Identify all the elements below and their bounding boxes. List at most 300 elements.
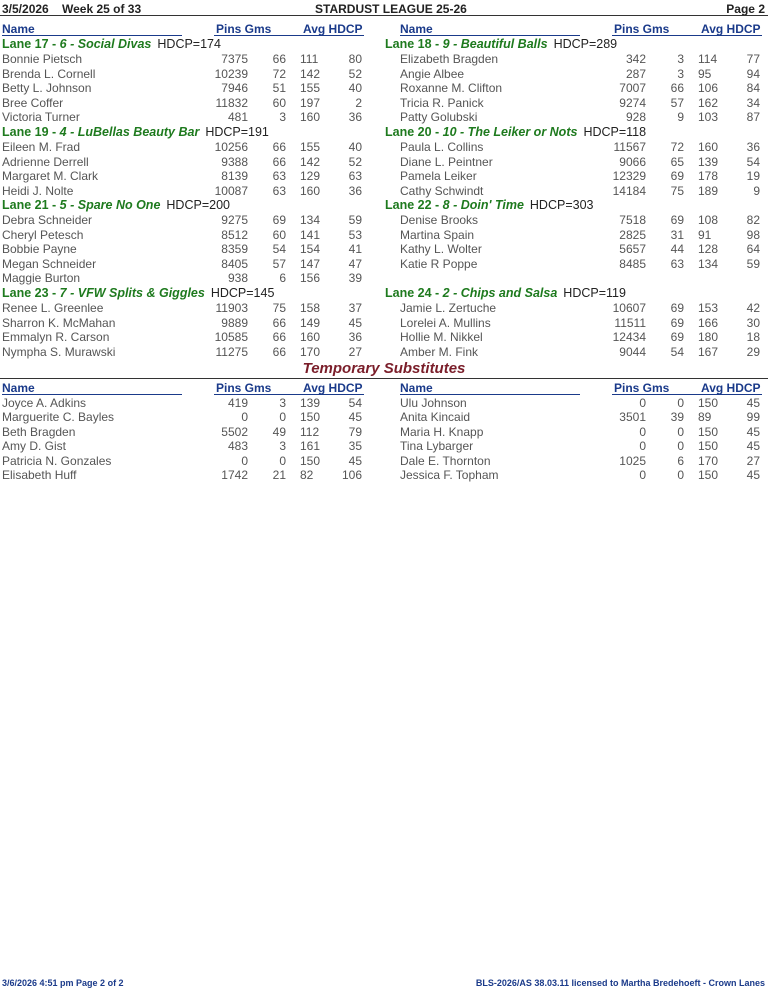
bowler-average: 129 — [300, 169, 321, 184]
header-underline — [400, 394, 580, 395]
bowler-pins: 8405 — [221, 256, 248, 271]
bowler-name: Marguerite C. Bayles — [2, 410, 115, 425]
bowler-average: 103 — [698, 110, 719, 125]
bowler-games: 72 — [272, 66, 286, 81]
team-header — [2, 286, 274, 300]
bowler-games: 66 — [272, 154, 286, 169]
bowler-pins: 10585 — [214, 330, 248, 345]
bowler-row — [0, 155, 768, 169]
bowler-handicap: 36 — [348, 330, 362, 345]
bowler-pins: 11511 — [614, 315, 646, 330]
bowler-pins: 8139 — [221, 169, 248, 184]
bowler-average: 134 — [300, 213, 321, 227]
bowler-row — [0, 345, 768, 359]
bowler-row — [0, 67, 768, 81]
bowler-name: Debra Schneider — [2, 213, 93, 227]
column-avg-hdcp-label: Avg HDCP — [701, 22, 761, 36]
bowler-games: 75 — [272, 301, 286, 315]
bowler-pins: 11903 — [215, 301, 248, 315]
column-avg-hdcp-label: Avg HDCP — [701, 381, 761, 395]
bowler-average: 160 — [698, 140, 719, 154]
bowler-pins: 11567 — [613, 140, 646, 154]
bowler-handicap: 9 — [753, 183, 760, 198]
bowler-name: Patricia N. Gonzales — [2, 453, 112, 468]
bowler-average: 139 — [698, 154, 719, 169]
team-header — [2, 198, 230, 212]
team-header — [2, 37, 221, 51]
bowler-row — [0, 228, 768, 242]
bowler-name: Tina Lybarger — [400, 439, 474, 454]
column-pins-gms-label: Pins Gms — [216, 381, 272, 395]
column-pins-gms-label: Pins Gms — [614, 381, 670, 395]
bowler-pins: 10239 — [214, 66, 248, 81]
bowler-handicap: 45 — [348, 410, 362, 425]
bowler-average: 160 — [300, 183, 321, 198]
bowler-name: Adrienne Derrell — [2, 154, 89, 169]
bowler-average: 150 — [300, 453, 321, 468]
bowler-handicap: 45 — [746, 424, 760, 439]
bowler-name: Maria H. Knapp — [400, 424, 484, 439]
bowler-pins: 0 — [639, 424, 646, 439]
bowler-name: Cheryl Petesch — [2, 227, 84, 242]
page-number: Page 2 — [726, 2, 765, 16]
bowler-games: 69 — [670, 315, 684, 330]
bowler-average: 91 — [698, 227, 712, 242]
bowler-games: 57 — [670, 95, 684, 110]
bowler-pins: 0 — [241, 410, 248, 425]
bowler-name: Renee L. Greenlee — [2, 301, 104, 315]
team-name: 8 - Doin' Time — [442, 198, 524, 212]
lane-number: Lane 20 - — [385, 125, 440, 139]
bowler-handicap: 80 — [348, 52, 362, 66]
bowler-name: Cathy Schwindt — [400, 183, 484, 198]
header-underline — [698, 394, 762, 395]
bowler-handicap: 79 — [348, 424, 362, 439]
bowler-games: 6 — [677, 453, 684, 468]
bowler-row — [0, 316, 768, 330]
bowler-row — [0, 242, 768, 256]
bowler-name: Jamie L. Zertuche — [400, 301, 497, 315]
team-header — [385, 125, 646, 139]
column-header — [0, 381, 768, 395]
bowler-handicap: 94 — [746, 66, 760, 81]
team-header — [385, 37, 617, 51]
bowler-name: Victoria Turner — [2, 110, 80, 125]
team-header — [385, 198, 593, 212]
bowler-games: 66 — [272, 315, 286, 330]
bowler-games: 63 — [272, 169, 286, 184]
team-name: 9 - Beautiful Balls — [442, 37, 548, 51]
bowler-pins: 9275 — [221, 213, 248, 227]
bowler-pins: 7375 — [221, 52, 248, 66]
bowler-pins: 0 — [241, 453, 248, 468]
bowler-games: 54 — [670, 344, 684, 359]
bowler-name: Nympha S. Murawski — [2, 344, 116, 359]
bowler-average: 161 — [300, 439, 321, 454]
bowler-pins: 0 — [639, 439, 646, 454]
bowler-games: 69 — [670, 330, 684, 345]
bowler-average: 108 — [698, 213, 719, 227]
bowler-handicap: 54 — [746, 154, 760, 169]
bowler-name: Elisabeth Huff — [2, 468, 77, 482]
bowler-handicap: 30 — [746, 315, 760, 330]
bowler-name: Bobbie Payne — [2, 242, 77, 257]
bowler-row — [0, 52, 768, 66]
bowler-average: 95 — [698, 66, 712, 81]
bowler-average: 142 — [300, 154, 321, 169]
bowler-handicap: 52 — [348, 154, 362, 169]
bowler-pins: 9044 — [619, 344, 646, 359]
bowler-name: Diane L. Peintner — [400, 154, 493, 169]
bowler-name: Martina Spain — [400, 227, 475, 242]
bowler-handicap: 82 — [746, 213, 760, 227]
bowler-games: 66 — [272, 330, 286, 345]
column-name-label: Name — [2, 22, 35, 36]
bowler-games: 3 — [279, 396, 286, 410]
bowler-pins: 342 — [625, 52, 646, 66]
column-avg-hdcp-label: Avg HDCP — [303, 22, 363, 36]
bowler-handicap: 34 — [746, 95, 760, 110]
team-name: 5 - Spare No One — [59, 198, 161, 212]
team-name: 7 - VFW Splits & Giggles — [59, 286, 205, 300]
team-handicap: HDCP=191 — [205, 125, 269, 139]
bowler-row — [0, 213, 768, 227]
bowler-games: 66 — [670, 81, 684, 96]
column-pins-gms-label: Pins Gms — [614, 22, 670, 36]
bowler-name: Kathy L. Wolter — [400, 242, 482, 257]
report-date: 3/5/2026 — [2, 2, 49, 16]
bowler-name: Heidi J. Nolte — [2, 183, 74, 198]
bowler-games: 69 — [272, 213, 286, 227]
bowler-average: 153 — [698, 301, 719, 315]
bowler-name: Pamela Leiker — [400, 169, 477, 184]
column-pins-gms-label: Pins Gms — [216, 22, 272, 36]
bowler-games: 6 — [279, 271, 286, 286]
bowler-average: 166 — [698, 315, 719, 330]
bowler-handicap: 36 — [348, 110, 362, 125]
bowler-pins: 9889 — [221, 315, 248, 330]
bowler-name: Hollie M. Nikkel — [400, 330, 483, 345]
bowler-name: Betty L. Johnson — [2, 81, 92, 96]
bowler-pins: 483 — [227, 439, 248, 454]
team-name: 4 - LuBellas Beauty Bar — [59, 125, 200, 139]
bowler-games: 69 — [670, 301, 684, 315]
bowler-handicap: 59 — [746, 256, 760, 271]
bowler-handicap: 37 — [348, 301, 362, 315]
bowler-average: 89 — [698, 410, 712, 425]
bowler-games: 75 — [670, 183, 684, 198]
bowler-name: Anita Kincaid — [400, 410, 471, 425]
team-name: 6 - Social Divas — [59, 37, 152, 51]
bowler-row — [0, 81, 768, 95]
bowler-pins: 10607 — [612, 301, 646, 315]
bowler-games: 44 — [670, 242, 684, 257]
header-divider — [0, 15, 768, 16]
team-handicap: HDCP=118 — [583, 125, 647, 139]
team-name: 10 - The Leiker or Nots — [442, 125, 578, 139]
bowler-average: 160 — [300, 330, 321, 345]
bowler-name: Roxanne M. Clifton — [400, 81, 503, 96]
bowler-row — [0, 468, 768, 482]
bowler-name: Denise Brooks — [400, 213, 479, 227]
bowler-average: 141 — [300, 227, 321, 242]
bowler-row — [0, 425, 768, 439]
bowler-handicap: 47 — [348, 256, 362, 271]
bowler-handicap: 45 — [348, 453, 362, 468]
bowler-games: 66 — [272, 140, 286, 154]
bowler-handicap: 40 — [348, 140, 362, 154]
bowler-handicap: 45 — [746, 468, 760, 482]
bowler-handicap: 98 — [746, 227, 760, 242]
bowler-pins: 1742 — [221, 468, 248, 482]
bowler-handicap: 77 — [746, 52, 760, 66]
bowler-handicap: 36 — [746, 140, 760, 154]
bowler-average: 162 — [698, 95, 719, 110]
bowler-name: Eileen M. Frad — [2, 140, 81, 154]
bowler-row — [0, 140, 768, 154]
bowler-average: 170 — [698, 453, 719, 468]
bowler-name: Ulu Johnson — [400, 396, 467, 410]
substitutes-title: Temporary Substitutes — [302, 360, 466, 377]
bowler-handicap: 2 — [355, 95, 362, 110]
bowler-average: 167 — [698, 344, 719, 359]
bowler-row — [0, 396, 768, 410]
bowler-average: 128 — [698, 242, 719, 257]
bowler-name: Dale E. Thornton — [400, 453, 491, 468]
bowler-average: 156 — [300, 271, 321, 286]
bowler-average: 134 — [698, 256, 719, 271]
bowler-average: 150 — [698, 468, 719, 482]
bowler-name: Bonnie Pietsch — [2, 52, 83, 66]
bowler-average: 178 — [698, 169, 719, 184]
bowler-name: Patty Golubski — [400, 110, 478, 125]
bowler-pins: 7007 — [619, 81, 646, 96]
bowler-row — [0, 271, 768, 285]
header-underline — [400, 35, 580, 36]
team-handicap: HDCP=145 — [210, 286, 275, 300]
bowler-pins: 7518 — [619, 213, 646, 227]
lane-number: Lane 24 - — [385, 286, 440, 300]
bowler-average: 170 — [300, 344, 321, 359]
bowler-games: 0 — [279, 410, 286, 425]
bowler-row — [0, 184, 768, 198]
bowler-pins: 8485 — [619, 256, 646, 271]
bowler-pins: 938 — [227, 271, 248, 286]
column-name-label: Name — [400, 22, 433, 36]
bowler-games: 72 — [670, 140, 684, 154]
bowler-handicap: 27 — [746, 453, 760, 468]
bowler-name: Bree Coffer — [2, 95, 64, 110]
bowler-handicap: 45 — [746, 396, 760, 410]
bowler-name: Margaret M. Clark — [2, 169, 99, 184]
bowler-games: 3 — [279, 439, 286, 454]
bowler-games: 0 — [279, 453, 286, 468]
bowler-pins: 10087 — [214, 183, 248, 198]
bowler-average: 150 — [300, 410, 321, 425]
column-name-label: Name — [2, 381, 35, 395]
bowler-pins: 12434 — [612, 330, 646, 345]
bowler-handicap: 39 — [348, 271, 362, 286]
bowler-handicap: 19 — [746, 169, 760, 184]
league-title: STARDUST LEAGUE 25-26 — [315, 2, 467, 16]
bowler-handicap: 64 — [746, 242, 760, 257]
bowler-games: 21 — [272, 468, 286, 482]
bowler-name: Beth Bragden — [2, 424, 76, 439]
bowler-games: 63 — [670, 256, 684, 271]
lane-number: Lane 19 - — [2, 125, 57, 139]
bowler-pins: 10256 — [214, 140, 248, 154]
bowler-pins: 8512 — [221, 227, 248, 242]
bowler-games: 66 — [272, 52, 286, 66]
bowler-pins: 1025 — [619, 453, 646, 468]
bowler-average: 111 — [300, 52, 319, 66]
header-underline — [698, 35, 762, 36]
bowler-pins: 7946 — [221, 81, 248, 96]
bowler-pins: 9274 — [619, 95, 646, 110]
bowler-row — [0, 257, 768, 271]
lane-number: Lane 21 - — [2, 198, 57, 212]
bowler-pins: 481 — [227, 110, 248, 125]
bowler-average: 149 — [300, 315, 321, 330]
bowler-games: 0 — [677, 468, 684, 482]
bowler-handicap: 63 — [348, 169, 362, 184]
bowler-games: 9 — [677, 110, 684, 125]
bowler-handicap: 40 — [348, 81, 362, 96]
bowler-handicap: 29 — [746, 344, 760, 359]
bowler-games: 51 — [272, 81, 286, 96]
bowler-pins: 9066 — [619, 154, 646, 169]
bowler-handicap: 59 — [348, 213, 362, 227]
bowler-games: 3 — [279, 110, 286, 125]
bowler-handicap: 52 — [348, 66, 362, 81]
bowler-average: 106 — [698, 81, 719, 96]
team-handicap: HDCP=303 — [529, 198, 594, 212]
bowler-handicap: 45 — [348, 315, 362, 330]
bowler-average: 142 — [300, 66, 321, 81]
bowler-name: Joyce A. Adkins — [2, 396, 87, 410]
bowler-pins: 5502 — [221, 424, 248, 439]
bowler-name: Jessica F. Topham — [400, 468, 499, 482]
bowler-row — [0, 330, 768, 344]
column-header — [0, 22, 768, 36]
bowler-games: 54 — [272, 242, 286, 257]
bowler-average: 154 — [300, 242, 321, 257]
bowler-handicap: 53 — [348, 227, 362, 242]
bowler-row — [0, 439, 768, 453]
bowler-handicap: 87 — [746, 110, 760, 125]
bowler-average: 158 — [300, 301, 321, 315]
bowler-name: Maggie Burton — [2, 271, 81, 286]
bowler-average: 150 — [698, 424, 719, 439]
bowler-pins: 9388 — [221, 154, 248, 169]
bowler-pins: 0 — [639, 396, 646, 410]
bowler-pins: 11275 — [215, 344, 248, 359]
bowler-row — [0, 454, 768, 468]
bowler-average: 155 — [300, 81, 321, 96]
team-handicap: HDCP=289 — [553, 37, 618, 51]
team-name: 2 - Chips and Salsa — [442, 286, 558, 300]
bowler-name: Sharron K. McMahan — [2, 315, 116, 330]
bowler-row — [0, 110, 768, 124]
bowler-average: 160 — [300, 110, 321, 125]
bowler-pins: 12329 — [612, 169, 646, 184]
bowler-pins: 5657 — [619, 242, 646, 257]
bowler-name: Emmalyn R. Carson — [2, 330, 110, 345]
bowler-pins: 419 — [227, 396, 248, 410]
bowler-average: 155 — [300, 140, 321, 154]
lane-number: Lane 17 - — [2, 37, 57, 51]
bowler-games: 63 — [272, 183, 286, 198]
bowler-average: 150 — [698, 396, 719, 410]
bowler-games: 0 — [677, 439, 684, 454]
bowler-average: 197 — [300, 95, 321, 110]
bowler-games: 3 — [677, 66, 684, 81]
week-label: Week 25 of 33 — [62, 2, 142, 16]
bowler-games: 69 — [670, 213, 684, 227]
bowler-row — [0, 169, 768, 183]
bowler-name: Paula L. Collins — [400, 140, 484, 154]
bowler-games: 0 — [677, 396, 684, 410]
bowler-name: Lorelei A. Mullins — [400, 315, 491, 330]
team-handicap: HDCP=200 — [166, 198, 230, 212]
bowler-average: 147 — [300, 256, 321, 271]
bowler-pins: 0 — [639, 468, 646, 482]
bowler-average: 189 — [698, 183, 719, 198]
bowler-pins: 928 — [625, 110, 646, 125]
bowler-handicap: 36 — [348, 183, 362, 198]
bowler-handicap: 41 — [348, 242, 362, 257]
lane-number: Lane 18 - — [385, 37, 440, 51]
bowler-handicap: 18 — [746, 330, 760, 345]
bowler-handicap: 35 — [348, 439, 362, 454]
column-name-label: Name — [400, 381, 433, 395]
bowler-name: Megan Schneider — [2, 256, 97, 271]
team-handicap: HDCP=174 — [157, 37, 221, 51]
bowler-name: Amber M. Fink — [400, 344, 479, 359]
bowler-name: Brenda L. Cornell — [2, 66, 96, 81]
footer-left: 3/6/2026 4:51 pm Page 2 of 2 — [2, 978, 124, 988]
bowler-games: 66 — [272, 344, 286, 359]
bowler-games: 49 — [272, 424, 286, 439]
bowler-row — [0, 96, 768, 110]
bowler-name: Elizabeth Bragden — [400, 52, 499, 66]
lane-number: Lane 22 - — [385, 198, 440, 212]
team-header — [385, 286, 626, 300]
bowler-games: 31 — [670, 227, 684, 242]
bowler-pins: 2825 — [619, 227, 646, 242]
bowler-average: 114 — [698, 52, 718, 66]
bowler-games: 0 — [677, 424, 684, 439]
bowler-games: 3 — [677, 52, 684, 66]
bowler-average: 180 — [698, 330, 719, 345]
bowler-games: 69 — [670, 169, 684, 184]
bowler-name: Tricia R. Panick — [400, 95, 484, 110]
bowler-average: 82 — [300, 468, 314, 482]
bowler-row — [0, 410, 768, 424]
bowler-row — [0, 301, 768, 315]
bowler-name: Amy D. Gist — [2, 439, 67, 454]
bowler-pins: 287 — [625, 66, 646, 81]
bowler-games: 60 — [272, 227, 286, 242]
team-handicap: HDCP=119 — [563, 286, 626, 300]
bowler-handicap: 54 — [348, 396, 362, 410]
footer-right: BLS-2026/AS 38.03.11 licensed to Martha Bredehoeft - Crown Lanes — [475, 978, 765, 988]
bowler-average: 150 — [698, 439, 719, 454]
bowler-handicap: 106 — [341, 468, 362, 482]
column-avg-hdcp-label: Avg HDCP — [303, 381, 363, 395]
bowler-handicap: 45 — [746, 439, 760, 454]
bowler-handicap: 42 — [746, 301, 760, 315]
